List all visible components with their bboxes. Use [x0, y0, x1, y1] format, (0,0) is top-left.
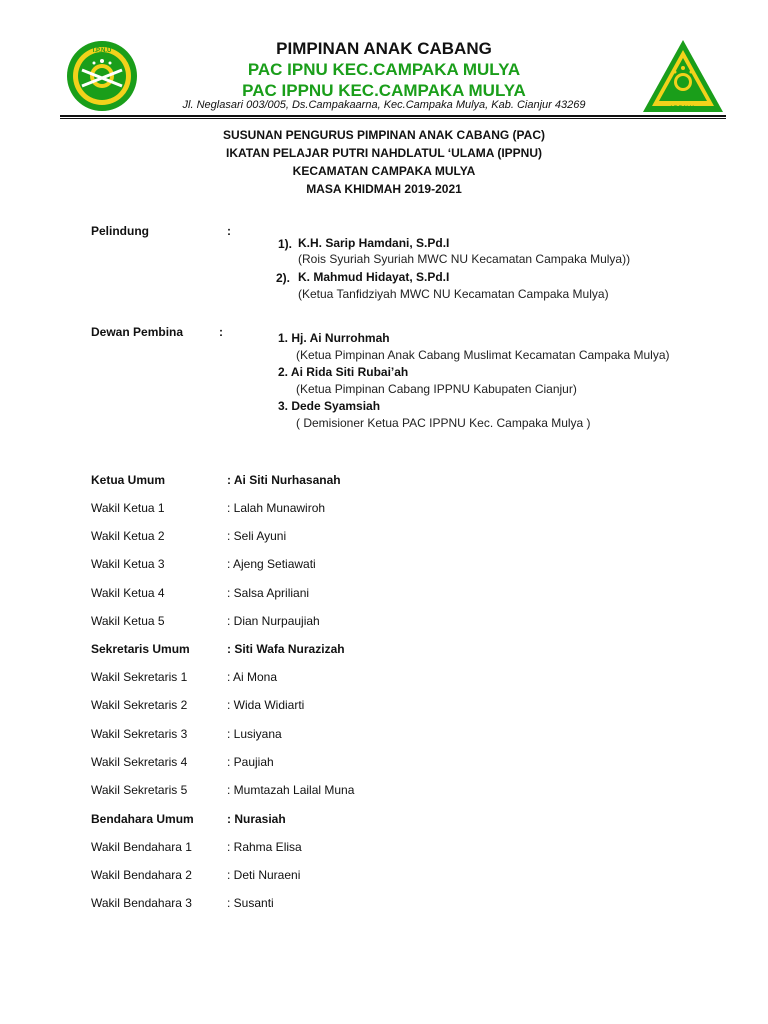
letterhead-rule-thick	[60, 115, 726, 117]
row-label: Ketua Umum	[91, 473, 166, 487]
pelindung-1-note: (Rois Syuriah Syuriah MWC NU Kecamatan Campaka Mulya))	[298, 252, 631, 266]
row-value: : Paujiah	[227, 755, 274, 769]
doc-title-line-2: IKATAN PELAJAR PUTRI NAHDLATUL ‘ULAMA (IPPNU)	[226, 146, 542, 160]
dewan-2-name: 2. Ai Rida Siti Rubai’ah	[278, 365, 409, 379]
letterhead-line-3: PAC IPPNU KEC.CAMPAKA MULYA	[242, 81, 526, 100]
row-value: : Deti Nuraeni	[227, 868, 301, 882]
pelindung-label: Pelindung	[91, 224, 149, 238]
row-value: : Wida Widiarti	[227, 698, 305, 712]
row-value: : Nurasiah	[227, 812, 286, 826]
row-value: : Ajeng Setiawati	[227, 557, 316, 571]
letterhead-address: Jl. Neglasari 003/005, Ds.Campakaarna, Kec.Campaka Mulya, Kab. Cianjur 43269	[182, 99, 586, 111]
row-label: Wakil Sekretaris 2	[91, 698, 188, 712]
row-value: : Ai Mona	[227, 670, 278, 684]
row-label: Bendahara Umum	[91, 812, 194, 826]
pelindung-2-name: K. Mahmud Hidayat, S.Pd.I	[298, 270, 450, 284]
dewan-1-name: 1. Hj. Ai Nurrohmah	[278, 331, 390, 345]
dewan-pembina-colon: :	[219, 325, 223, 339]
dewan-1-note: (Ketua Pimpinan Anak Cabang Muslimat Kecamatan Campaka Mulya)	[296, 348, 670, 362]
row-value: : Lalah Munawiroh	[227, 501, 326, 515]
ippnu-logo-text: I.P.P.N.U.	[670, 106, 696, 112]
pelindung-2-no: 2).	[276, 271, 291, 285]
row-value: : Lusiyana	[227, 727, 282, 741]
row-value: : Mumtazah Lailal Muna	[227, 783, 355, 797]
row-label: Wakil Ketua 5	[91, 614, 165, 628]
dewan-2-note: (Ketua Pimpinan Cabang IPPNU Kabupaten Cianjur)	[296, 382, 577, 396]
row-value: : Ai Siti Nurhasanah	[227, 473, 341, 487]
doc-title-line-3: KECAMATAN CAMPAKA MULYA	[292, 164, 476, 178]
row-label: Wakil Sekretaris 1	[91, 670, 188, 684]
letterhead-line-1: PIMPINAN ANAK CABANG	[276, 39, 492, 58]
row-label: Sekretaris Umum	[91, 642, 190, 656]
row-label: Wakil Sekretaris 4	[91, 755, 188, 769]
row-label: Wakil Ketua 3	[91, 557, 165, 571]
pelindung-1-no: 1).	[278, 237, 293, 251]
ipnu-logo-text: I.P.N.U	[92, 48, 112, 54]
row-value: : Dian Nurpaujiah	[227, 614, 320, 628]
row-label: Wakil Bendahara 1	[91, 840, 192, 854]
doc-title-line-1: SUSUNAN PENGURUS PIMPINAN ANAK CABANG (PAC)	[222, 128, 545, 142]
row-label: Wakil Bendahara 3	[91, 896, 192, 910]
letterhead-line-2: PAC IPNU KEC.CAMPAKA MULYA	[247, 60, 521, 79]
row-label: Wakil Bendahara 2	[91, 868, 192, 882]
row-value: : Seli Ayuni	[227, 529, 287, 543]
row-label: Wakil Ketua 4	[91, 586, 165, 600]
row-value: : Susanti	[227, 896, 274, 910]
row-label: Wakil Sekretaris 5	[91, 783, 188, 797]
row-value: : Siti Wafa Nurazizah	[227, 642, 345, 656]
row-label: Wakil Ketua 2	[91, 529, 165, 543]
row-value: : Salsa Apriliani	[227, 586, 310, 600]
letterhead-rule-thin	[60, 118, 726, 119]
row-label: Wakil Sekretaris 3	[91, 727, 188, 741]
doc-title-line-4: MASA KHIDMAH 2019-2021	[306, 182, 462, 196]
dewan-pembina-label: Dewan Pembina	[91, 325, 184, 339]
pelindung-colon: :	[227, 224, 231, 238]
dewan-3-name: 3. Dede Syamsiah	[278, 399, 381, 413]
pelindung-1-name: K.H. Sarip Hamdani, S.Pd.I	[298, 236, 450, 250]
dewan-3-note: ( Demisioner Ketua PAC IPPNU Kec. Campaka Mulya )	[296, 416, 591, 430]
row-label: Wakil Ketua 1	[91, 501, 165, 515]
row-value: : Rahma Elisa	[227, 840, 302, 854]
pelindung-2-note: (Ketua Tanfidziyah MWC NU Kecamatan Campaka Mulya)	[298, 287, 609, 301]
